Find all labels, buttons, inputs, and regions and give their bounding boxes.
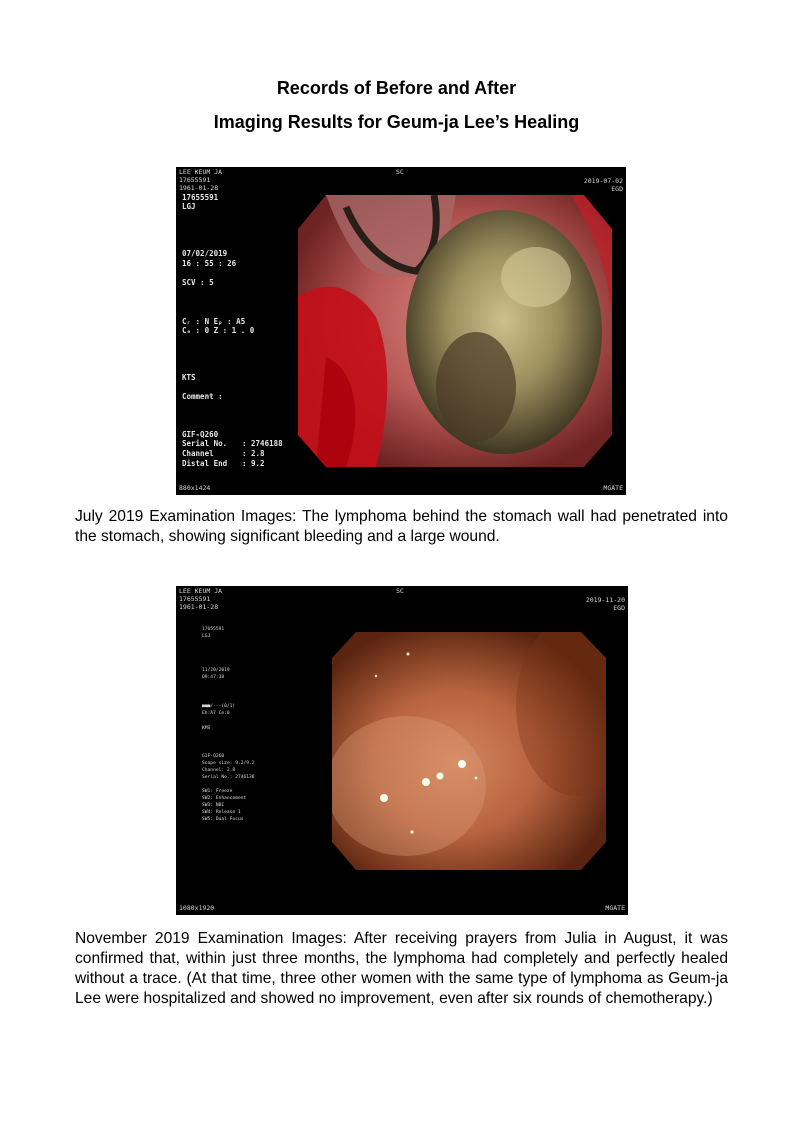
patient-id-small: 17655591 xyxy=(202,627,225,632)
switch-5: SW5: Dual Focus xyxy=(202,817,244,822)
document-title-line-2: Imaging Results for Geum-ja Lee’s Healing xyxy=(213,112,580,132)
center-label: SC xyxy=(396,587,404,595)
exam-date: 11/20/2019 xyxy=(202,668,230,673)
patient-initials: LGJ xyxy=(202,634,211,639)
settings-line: Eh:A7 Ce:0 xyxy=(202,711,230,716)
exam-time: 16 : 55 : 26 xyxy=(182,259,237,268)
switch-4: SW4: Release 1 xyxy=(202,810,241,815)
patient-id-bold: 17655591 xyxy=(182,193,219,202)
switch-1: SW1: Freeze xyxy=(202,789,233,794)
comment-label: Comment : xyxy=(182,392,223,401)
endoscopy-image-july-2019 xyxy=(176,167,626,495)
caption-july-2019: July 2019 Examination Images: The lymphoma behind the stomach wall had penetrated into the stomach, showing significant bleeding and a large wound. xyxy=(75,508,728,545)
image-resolution: 880x1424 xyxy=(179,484,211,492)
exam-date-right: 2019-11-20 xyxy=(585,596,625,604)
scope-size: Scope size: 9.2/9.2 xyxy=(202,761,255,766)
scope-model: GIF-Q260 xyxy=(202,754,225,759)
exam-date: 07/02/2019 xyxy=(182,249,228,258)
procedure-label: EGD xyxy=(613,604,625,612)
serial-label: Serial No. xyxy=(182,439,228,448)
center-label: SC xyxy=(396,168,404,176)
channel-label: Channel xyxy=(182,449,214,458)
scope-model: GIF-Q260 xyxy=(182,430,219,439)
image-resolution: 1080x1920 xyxy=(179,904,215,912)
patient-dob: 1961-01-28 xyxy=(179,184,219,192)
status-indicator: ■■■/---(0/1) xyxy=(202,704,236,709)
channel-line: Channel: 2.8 xyxy=(202,768,236,773)
caption-november-2019: November 2019 Examination Images: After receiving prayers from Julia in August, it was confirmed that, within just three months, the lymphoma had completely and perfectly healed without a trace. (At that time, three other women with the same type of lymphoma as Geum-ja Lee were hospitalized and showed no improvement, even after six rounds of chemotherapy.) xyxy=(75,930,728,1007)
patient-dob: 1961-01-28 xyxy=(179,603,219,611)
distal-end-label: Distal End xyxy=(182,459,228,468)
procedure-label: EGD xyxy=(611,185,623,193)
exam-date-right: 2019-07-02 xyxy=(583,177,623,185)
switch-3: SW3: NBI xyxy=(202,803,225,808)
document-title-line-1: Records of Before and After xyxy=(276,78,517,98)
patient-id: 17655591 xyxy=(179,595,211,603)
settings-line-2: Cₑ : 0 Z : 1 . 0 xyxy=(182,326,255,335)
image-source: MGATE xyxy=(605,904,625,912)
exam-time: 09:47:38 xyxy=(202,675,225,680)
distal-end-value: : 9.2 xyxy=(242,459,265,468)
operator-label: KMS xyxy=(202,726,211,731)
scv-value: SCV : 5 xyxy=(182,278,214,287)
patient-initials: LGJ xyxy=(182,202,196,211)
serial-line: Serial No.: 2746136 xyxy=(202,775,255,780)
patient-name: LEE KEUM JA xyxy=(179,168,223,176)
switch-2: SW2: Enhancement xyxy=(202,796,247,801)
image-source: MGATE xyxy=(603,484,623,492)
serial-value: : 2746188 xyxy=(242,439,283,448)
patient-id: 17655591 xyxy=(179,176,211,184)
stomach-healed-view xyxy=(176,586,628,915)
channel-value: : 2.8 xyxy=(242,449,265,458)
endoscopy-image-november-2019 xyxy=(176,586,628,915)
operator-label: KTS xyxy=(182,373,196,382)
patient-name: LEE KEUM JA xyxy=(179,587,223,595)
settings-line-1: Cᵣ : N Eₚ : A5 xyxy=(182,317,246,326)
